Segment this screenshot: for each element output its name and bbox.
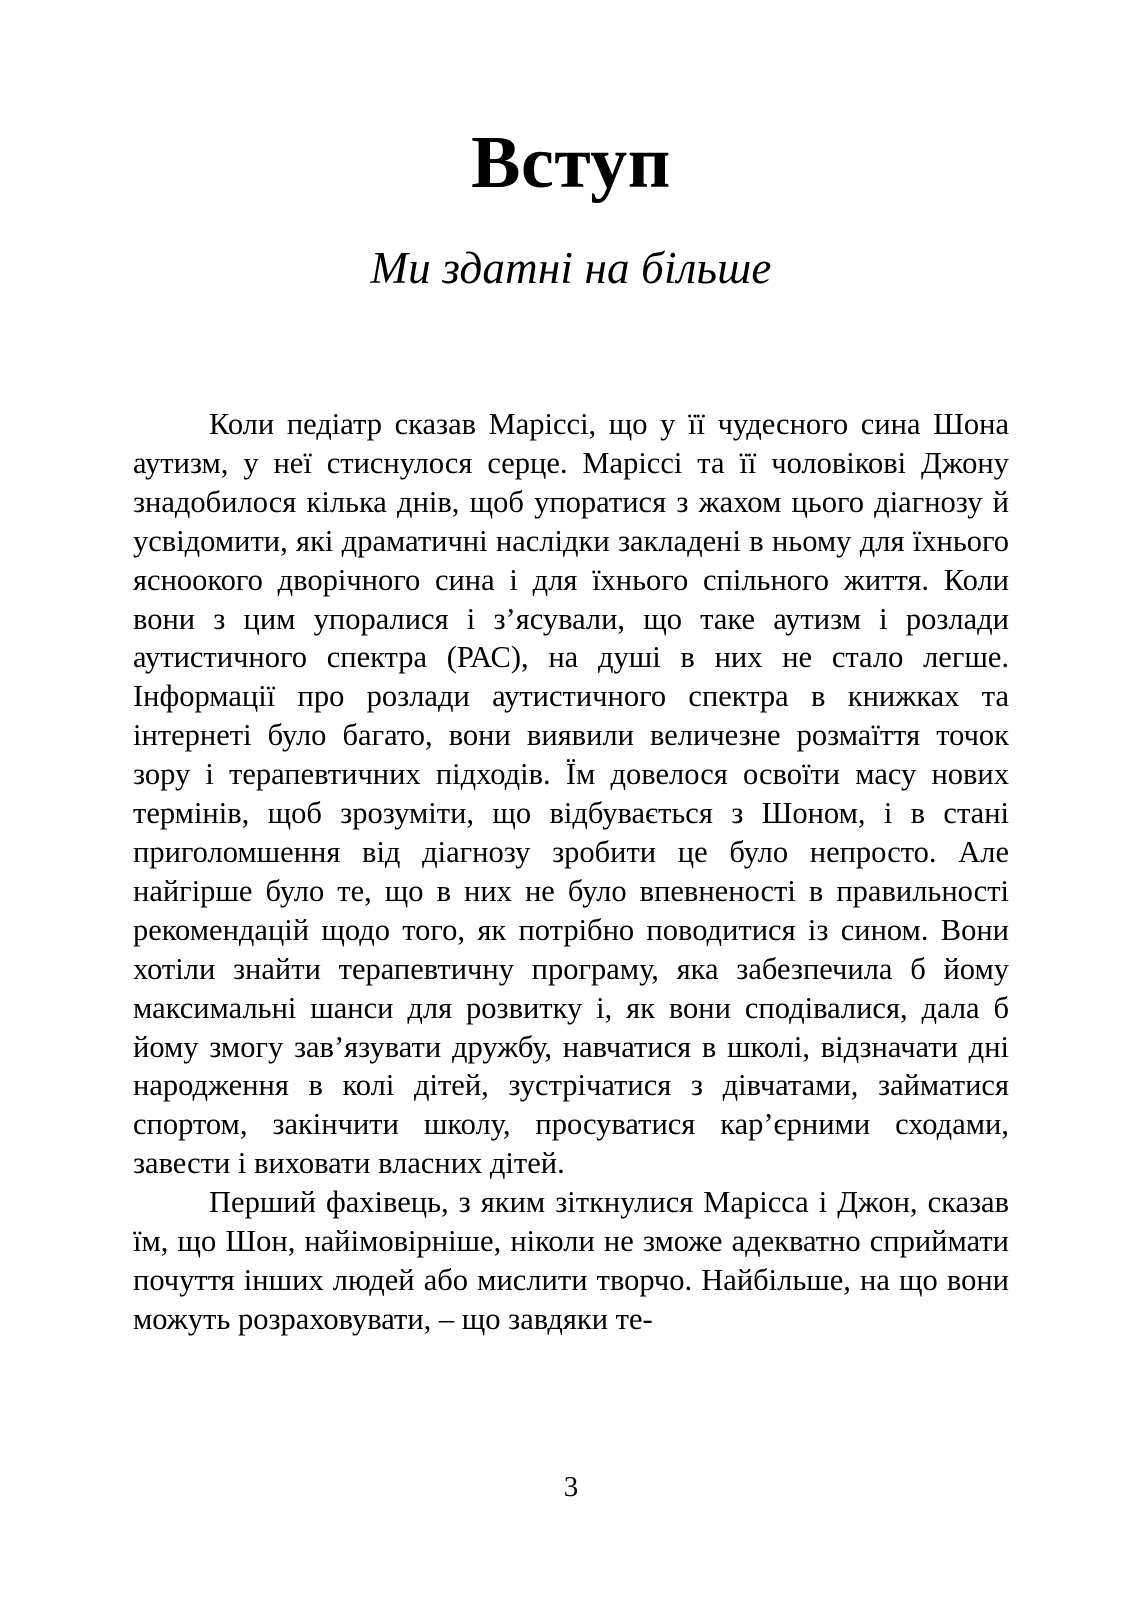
page-number: 3 — [563, 1471, 579, 1503]
paragraph: Коли педіатр сказав Маріссі, що у її чудесного сина Шона аутизм, у неї стиснулося серце. Маріссі та її чоловікові Джону знадобилося кілька днів, щоб упоратися з жахом цього діагнозу й усвідомити, які драматичні наслідки закладені в ньому для їхнього ясноокого дворічного сина і для їхнього спільного життя. Коли вони з цим упоралися і з’ясували, що таке аутизм і розлади аутистичного спектра (РАС), на душі в них не стало легше. Інформації про розлади аутистичного спектра в книжках та інтернеті було багато, вони виявили величезне розмаїття точок зору і терапевтичних підходів. Їм довелося освоїти масу нових термінів, щоб зрозуміти, що відбувається з Шоном, і в стані приголомшення від діагнозу зробити це було непросто. Але найгірше було те, що в них не було впевненості в правильності рекомендацій щодо того, як потрібно поводитися із сином. Вони хотіли знайти терапевтичну програму, яка забезпечила б йому максимальні шанси для розвитку і, як вони сподівалися, дала б йому змогу зав’язувати дружбу, навчатися в школі, відзначати дні народження в колі дітей, зустрічатися з дівчатами, займатися спортом, закінчити школу, просуватися кар’єрними сходами, завести і виховати власних дітей. — [133, 407, 1009, 1181]
page-title: Вступ — [471, 122, 671, 204]
body-text — [133, 405, 1009, 1339]
page-subtitle: Ми здатні на більше — [370, 243, 772, 293]
paragraph: Перший фахівець, з яким зіткнулися Марісса і Джон, сказав їм, що Шон, найімовірніше, ніколи не зможе адекватно сприймати почуття інших людей або мислити творчо. Найбільше, на що вони можуть розраховувати, – що завдяки те- — [133, 1185, 1009, 1336]
chapter-heading — [0, 122, 1142, 293]
